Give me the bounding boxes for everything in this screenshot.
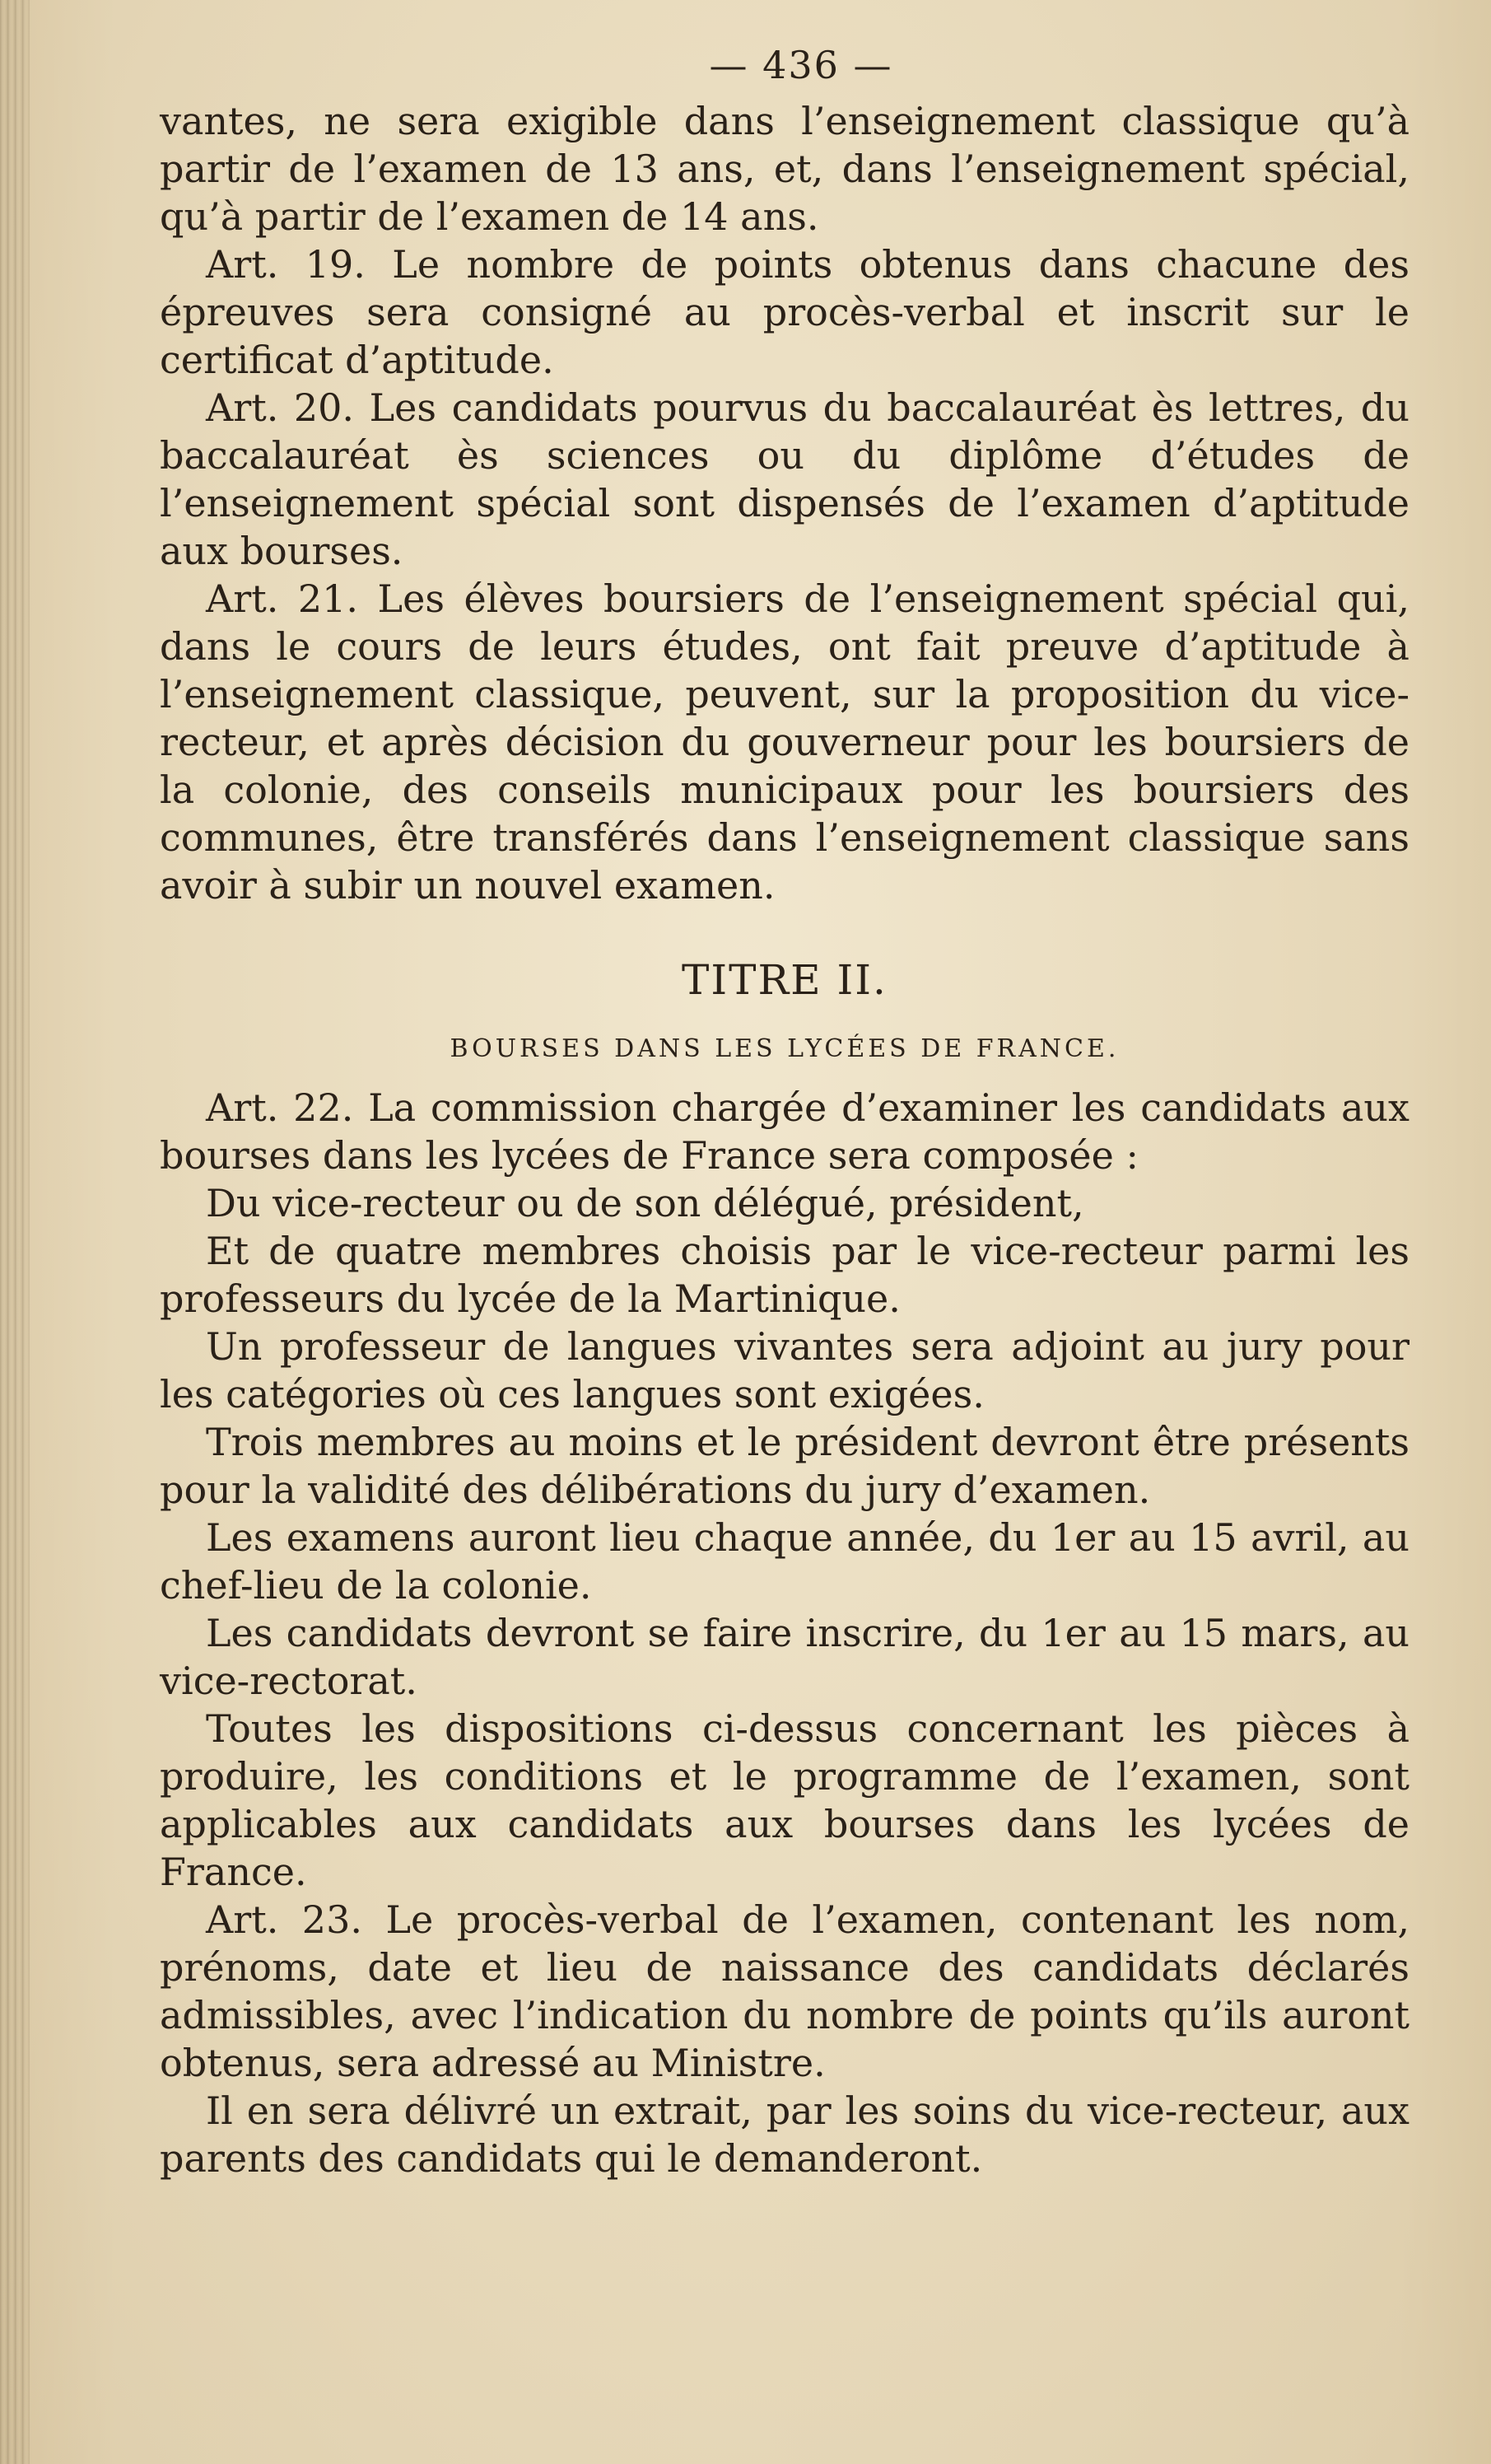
paragraph: Trois membres au moins et le président devront être présents pour la validité des délibérations du jury d’examen. xyxy=(160,1420,1409,1512)
paragraph: Art. 21. Les élèves boursiers de l’enseignement spécial qui, dans le cours de leurs études, ont fait preuve d’aptitude à l’enseignement classique, peuvent, sur la proposition du vice-recteur, et après décision du gouverneur pour les boursiers de la colonie, des conseils municipaux pour les boursiers des communes, être transférés dans l’enseignement classique sans avoir à subir un nouvel examen. xyxy=(160,576,1409,908)
articles-before-title xyxy=(160,97,1409,909)
paragraph: vantes, ne sera exigible dans l’enseignement classique qu’à partir de l’examen de 13 ans, et, dans l’enseignement spécial, qu’à partir de l’examen de 14 ans. xyxy=(160,99,1409,239)
paragraph: Art. 19. Le nombre de points obtenus dans chacune des épreuves sera consigné au procès-verbal et inscrit sur le certificat d’aptitude. xyxy=(160,242,1409,382)
paragraph: Art. 23. Le procès-verbal de l’examen, contenant les nom, prénoms, date et lieu de naissance des candidats déclarés admissibles, avec l’indication du nombre de points qu’ils auront obtenus, sera adressé au Ministre. xyxy=(160,1897,1409,2085)
page-binding-edge xyxy=(0,0,30,2464)
paragraph: Les candidats devront se faire inscrire, du 1er au 15 mars, au vice-rectorat. xyxy=(160,1611,1409,1703)
paragraph: Du vice-recteur ou de son délégué, président, xyxy=(206,1181,1084,1225)
paragraph: Il en sera délivré un extrait, par les soins du vice-recteur, aux parents des candidats qui le demanderont. xyxy=(160,2088,1409,2181)
section-subtitle: BOURSES DANS LES LYCÉES DE FRANCE. xyxy=(450,1034,1120,1063)
page-number: — 436 — xyxy=(709,43,893,87)
section-title: TITRE II. xyxy=(682,956,888,1004)
paragraph: Art. 20. Les candidats pourvus du baccalauréat ès lettres, du baccalauréat ès sciences ou du diplôme d’études de l’enseignement spécial sont dispensés de l’examen d’aptitude aux bourses. xyxy=(160,385,1409,573)
paragraph: Et de quatre membres choisis par le vice-recteur parmi les professeurs du lycée de la Martinique. xyxy=(160,1229,1409,1321)
paragraph: Un professeur de langues vivantes sera adjoint au jury pour les catégories où ces langues sont exigées. xyxy=(160,1324,1409,1416)
articles-after-title xyxy=(160,1084,1409,2182)
paragraph: Art. 22. La commission chargée d’examiner les candidats aux bourses dans les lycées de France sera composée : xyxy=(160,1085,1409,1178)
paragraph: Toutes les dispositions ci-dessus concernant les pièces à produire, les conditions et le programme de l’examen, sont applicables aux candidats aux bourses dans les lycées de France. xyxy=(160,1706,1409,1894)
page-text xyxy=(160,33,1409,2182)
paragraph: Les examens auront lieu chaque année, du 1er au 15 avril, au chef-lieu de la colonie. xyxy=(160,1515,1409,1608)
